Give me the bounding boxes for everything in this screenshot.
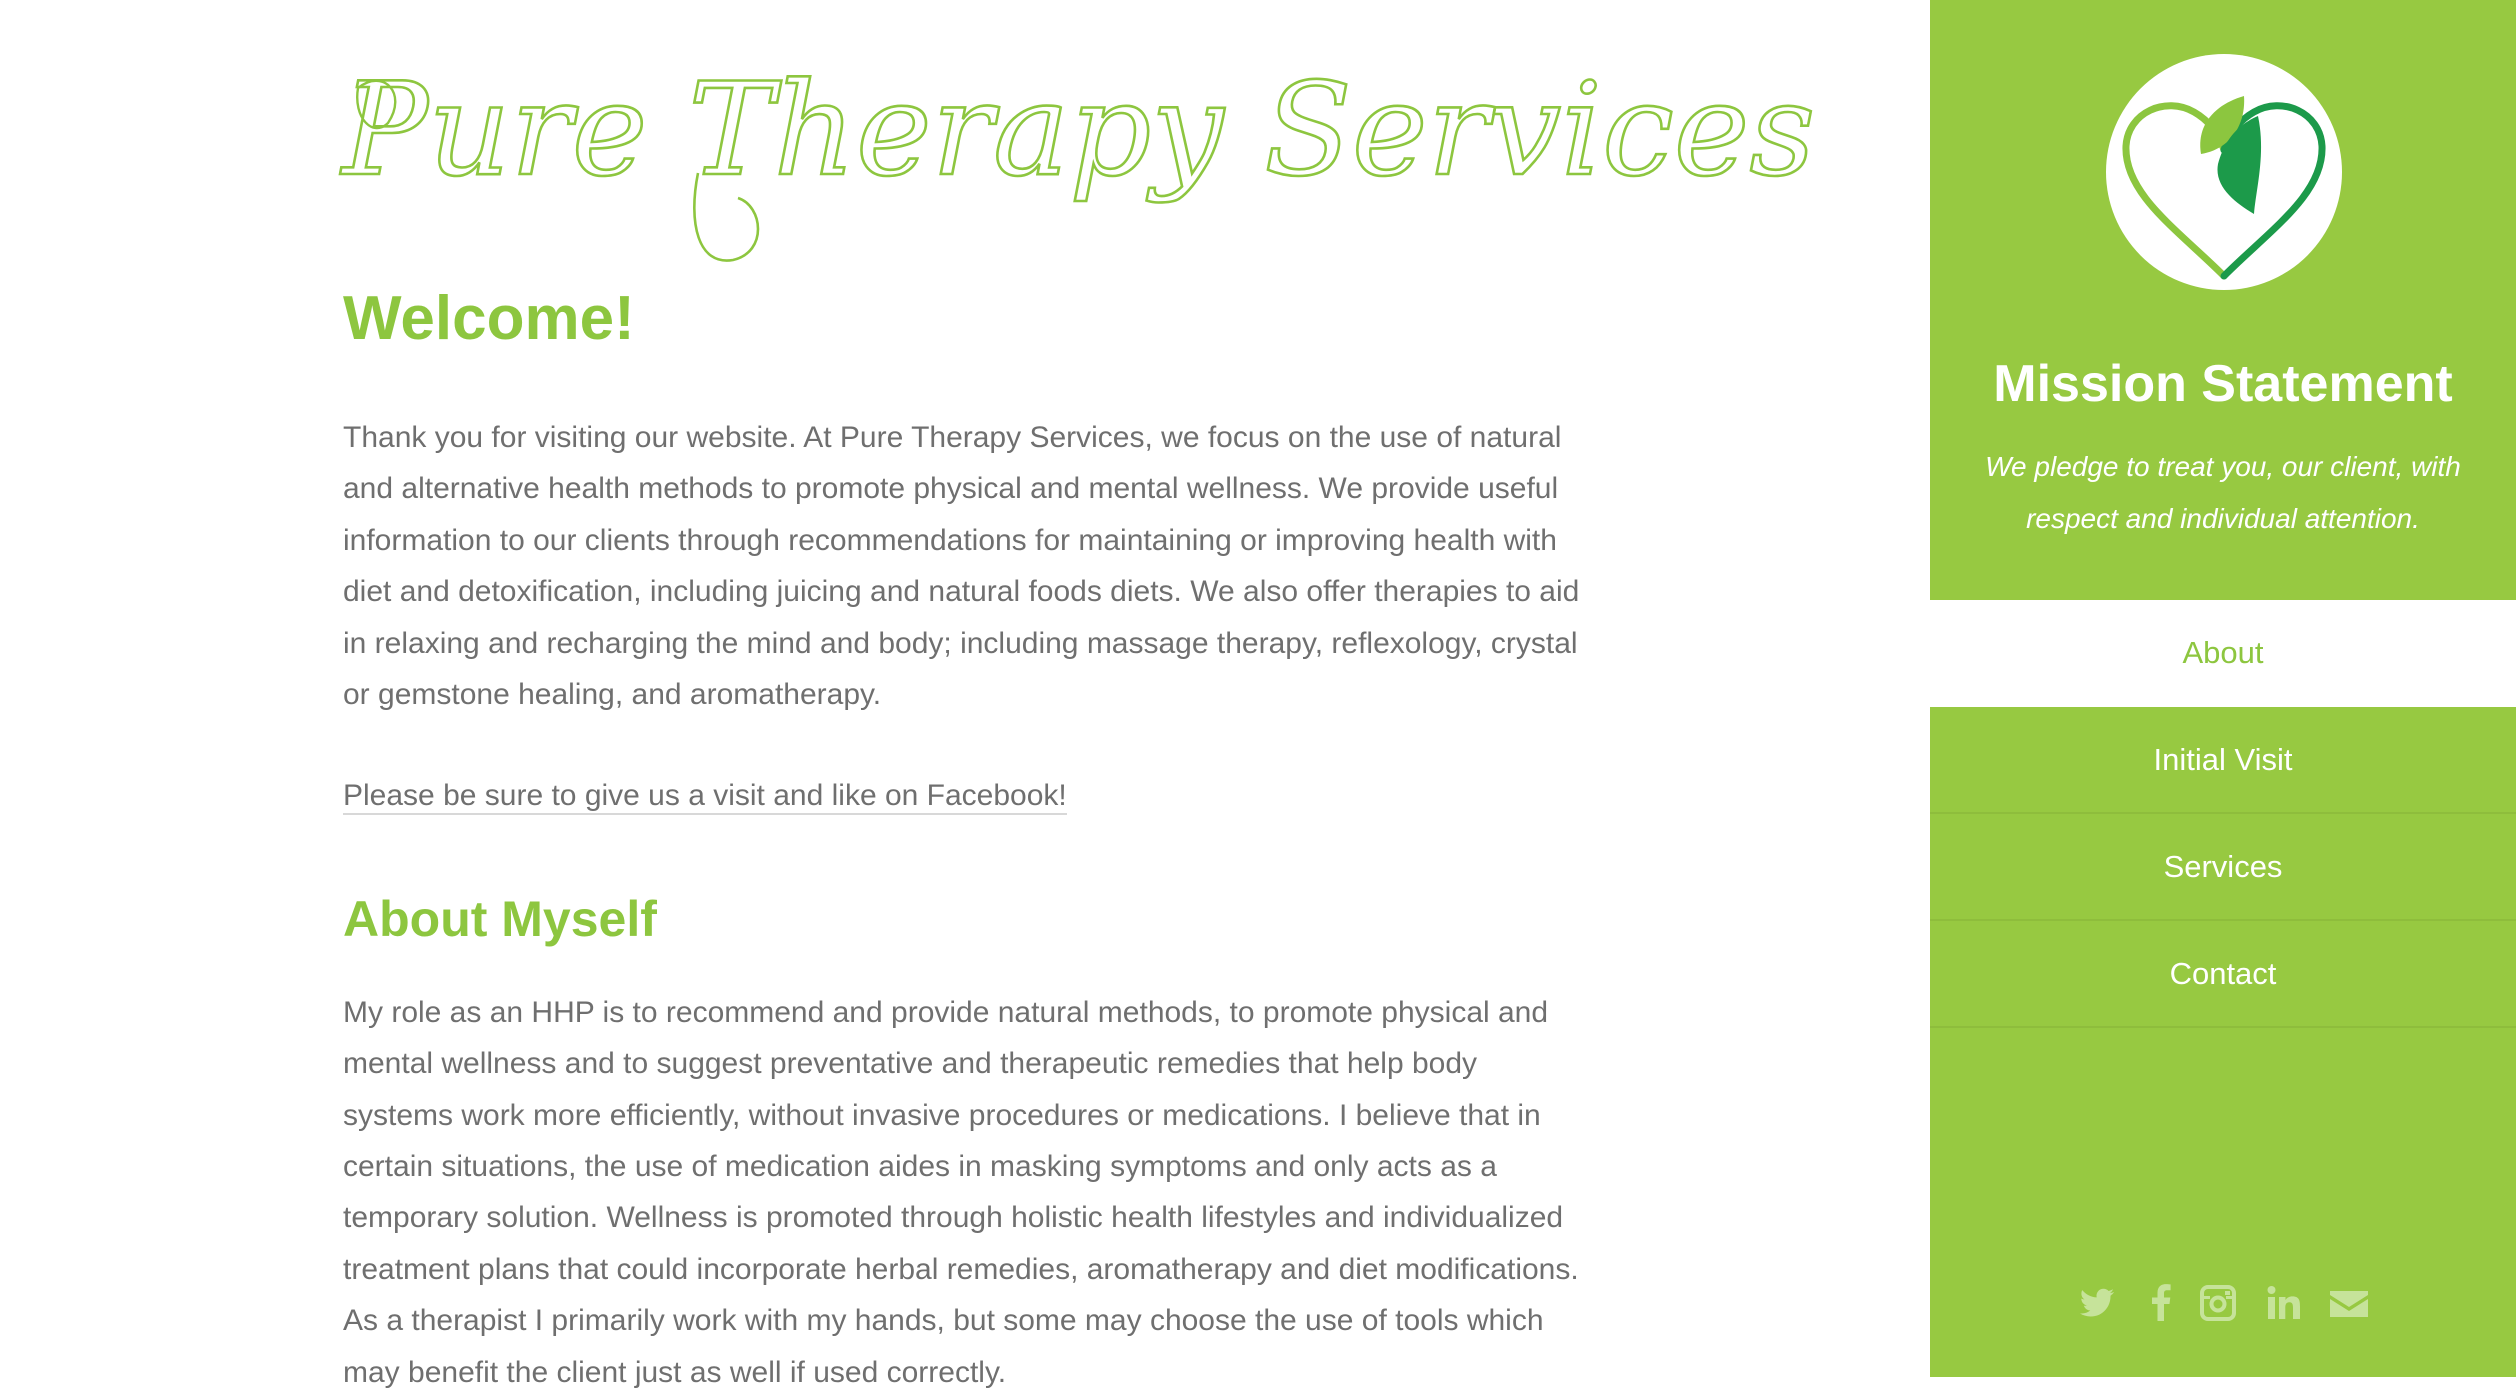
sidebar-nav [1930, 600, 2516, 1028]
twitter-icon[interactable] [2078, 1283, 2118, 1323]
site-logo[interactable] [338, 38, 1816, 278]
facebook-icon[interactable] [2142, 1283, 2182, 1323]
email-icon[interactable] [2328, 1283, 2370, 1323]
heart-leaf-logo[interactable] [2106, 54, 2342, 290]
heart-leaf-icon [2106, 54, 2342, 290]
mission-statement-title: Mission Statement [1993, 355, 2453, 413]
instagram-icon[interactable] [2198, 1283, 2238, 1323]
intro-paragraph: Thank you for visiting our website. At Pure Therapy Services, we focus on the use of natural and alternative health methods to promote physical and mental wellness. We provide useful information to our clients through recommendations for maintaining or improving health with diet and detoxification, including juicing and natural foods diets. We also offer therapies to aid in relaxing and recharging the mind and body; including massage therapy, reflexology, crystal or gemstone healing, and aromatherapy. [343, 421, 1580, 712]
nav-item-contact[interactable]: Contact [1930, 921, 2516, 1028]
about-heading: About Myself [343, 890, 657, 947]
welcome-article [343, 276, 1583, 1398]
logo-script-graphic [338, 38, 1816, 278]
facebook-line [343, 770, 1583, 821]
facebook-link[interactable]: Please be sure to give us a visit and like on Facebook! [343, 779, 1067, 815]
mission-statement-text: We pledge to treat you, our client, with respect and individual attention. [1985, 451, 2461, 534]
social-links [1930, 1283, 2516, 1333]
logo-wordmark: Pure Therapy Services [342, 56, 1816, 205]
linkedin-icon[interactable] [2264, 1283, 2304, 1323]
nav-item-services[interactable]: Services [1930, 814, 2516, 921]
about-paragraph: My role as an HHP is to recommend and provide natural methods, to promote physical and mental wellness and to suggest preventative and therapeutic remedies that help body systems work more efficiently, without invasive procedures or medications. I believe that in certain situations, the use of medication aides in masking symptoms and only acts as a temporary solution. Wellness is promoted through holistic health lifestyles and individualized treatment plans that could incorporate herbal remedies, aromatherapy and diet modifications. As a therapist I primarily work with my hands, but some may choose the use of tools which may benefit the client just as well if used correctly. [343, 995, 1579, 1389]
welcome-heading: Welcome! [343, 284, 635, 353]
sidebar [1930, 0, 2516, 1377]
nav-item-about[interactable]: About [1930, 600, 2516, 707]
nav-item-initial-visit[interactable]: Initial Visit [1930, 707, 2516, 814]
